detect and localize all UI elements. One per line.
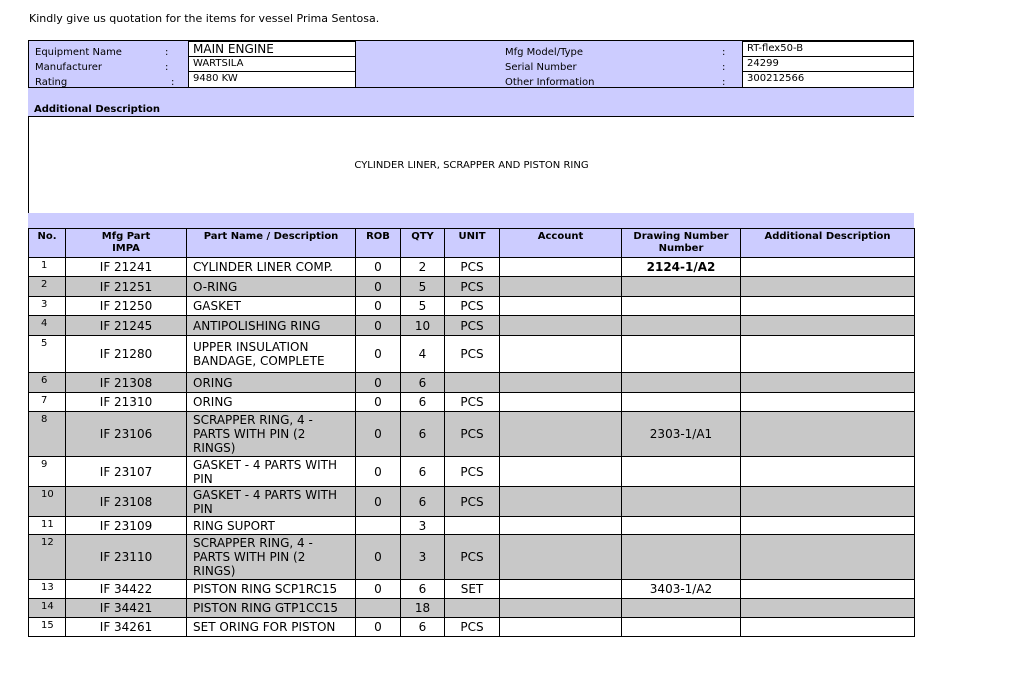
cell-mfg-part: IF 34421	[66, 599, 187, 618]
cell-rob: 0	[356, 412, 401, 457]
cell-qty: 5	[401, 277, 445, 297]
colon: :	[722, 77, 726, 88]
cell-qty: 6	[401, 618, 445, 637]
cell-part-name: SCRAPPER RING, 4 - PARTS WITH PIN (2 RINGS)	[187, 412, 356, 457]
col-part-name: Part Name / Description	[187, 229, 356, 258]
parts-table	[28, 228, 915, 637]
cell-qty: 2	[401, 258, 445, 277]
cell-rob: 0	[356, 457, 401, 487]
cell-part-name: CYLINDER LINER COMP.	[187, 258, 356, 277]
colon: :	[165, 62, 169, 73]
table-row	[29, 517, 915, 535]
cell-qty: 6	[401, 412, 445, 457]
cell-mfg-part: IF 21280	[66, 336, 187, 373]
cell-no: 11	[29, 517, 66, 535]
cell-qty: 3	[401, 535, 445, 580]
cell-drawing-number	[622, 618, 741, 637]
cell-drawing-number	[622, 393, 741, 412]
cell-part-name: GASKET - 4 PARTS WITH PIN	[187, 457, 356, 487]
cell-no: 2	[29, 277, 66, 297]
cell-qty: 6	[401, 580, 445, 599]
cell-part-name: SET ORING FOR PISTON	[187, 618, 356, 637]
cell-account	[500, 336, 622, 373]
cell-no: 7	[29, 393, 66, 412]
table-row	[29, 336, 915, 373]
table-row	[29, 412, 915, 457]
table-row	[29, 487, 915, 517]
cell-mfg-part: IF 34422	[66, 580, 187, 599]
intro-text: Kindly give us quotation for the items for vessel Prima Sentosa.	[29, 12, 380, 25]
cell-account	[500, 373, 622, 393]
cell-rob: 0	[356, 393, 401, 412]
cell-part-name: SCRAPPER RING, 4 - PARTS WITH PIN (2 RINGS)	[187, 535, 356, 580]
cell-mfg-part: IF 21250	[66, 297, 187, 316]
cell-additional-description	[741, 517, 915, 535]
cell-qty: 10	[401, 316, 445, 336]
cell-mfg-part: IF 21251	[66, 277, 187, 297]
cell-no: 4	[29, 316, 66, 336]
col-account: Account	[500, 229, 622, 258]
col-mfg-part	[66, 229, 187, 258]
col-drawing-line2: Number	[658, 243, 704, 254]
cell-additional-description	[741, 487, 915, 517]
cell-rob: 0	[356, 618, 401, 637]
cell-additional-description	[741, 277, 915, 297]
cell-mfg-part: IF 23107	[66, 457, 187, 487]
cell-additional-description	[741, 373, 915, 393]
col-unit: UNIT	[445, 229, 500, 258]
cell-unit: PCS	[445, 487, 500, 517]
additional-description-text: CYLINDER LINER, SCRAPPER AND PISTON RING	[354, 159, 589, 171]
col-drawing-line1: Drawing Number	[633, 231, 729, 242]
cell-mfg-part: IF 23106	[66, 412, 187, 457]
cell-no: 13	[29, 580, 66, 599]
cell-unit: PCS	[445, 297, 500, 316]
cell-mfg-part: IF 21308	[66, 373, 187, 393]
col-mfg-part-line2: IMPA	[112, 243, 140, 254]
cell-qty: 6	[401, 457, 445, 487]
cell-unit: PCS	[445, 457, 500, 487]
cell-rob	[356, 599, 401, 618]
cell-rob: 0	[356, 373, 401, 393]
cell-part-name: PISTON RING SCP1RC15	[187, 580, 356, 599]
cell-part-name: ANTIPOLISHING RING	[187, 316, 356, 336]
other-info-value: 300212566	[742, 71, 914, 88]
cell-unit: PCS	[445, 618, 500, 637]
serial-number-value: 24299	[742, 56, 914, 72]
cell-unit: PCS	[445, 393, 500, 412]
cell-rob	[356, 517, 401, 535]
equipment-name-value: MAIN ENGINE	[188, 41, 356, 57]
cell-part-name: PISTON RING GTP1CC15	[187, 599, 356, 618]
cell-unit: PCS	[445, 535, 500, 580]
additional-description-body	[28, 117, 914, 213]
cell-account	[500, 393, 622, 412]
cell-qty: 5	[401, 297, 445, 316]
additional-description-heading: Additional Description	[34, 104, 161, 115]
cell-no: 1	[29, 258, 66, 277]
cell-rob: 0	[356, 316, 401, 336]
cell-account	[500, 316, 622, 336]
cell-part-name: RING SUPORT	[187, 517, 356, 535]
cell-rob: 0	[356, 580, 401, 599]
cell-part-name: GASKET	[187, 297, 356, 316]
col-no: No.	[29, 229, 66, 258]
colon: :	[165, 47, 169, 58]
colon: :	[722, 47, 726, 58]
cell-additional-description	[741, 336, 915, 373]
cell-drawing-number	[622, 277, 741, 297]
rating-value: 9480 KW	[188, 71, 356, 88]
cell-unit: PCS	[445, 258, 500, 277]
cell-no: 10	[29, 487, 66, 517]
cell-additional-description	[741, 457, 915, 487]
cell-unit	[445, 599, 500, 618]
cell-qty: 3	[401, 517, 445, 535]
cell-additional-description	[741, 618, 915, 637]
cell-part-name: ORING	[187, 373, 356, 393]
cell-part-name: UPPER INSULATION BANDAGE, COMPLETE	[187, 336, 356, 373]
cell-mfg-part: IF 34261	[66, 618, 187, 637]
cell-part-name: O-RING	[187, 277, 356, 297]
table-row	[29, 258, 915, 277]
col-mfg-part-line1: Mfg Part	[101, 231, 151, 242]
cell-account	[500, 599, 622, 618]
cell-drawing-number: 2303-1/A1	[622, 412, 741, 457]
cell-qty: 6	[401, 487, 445, 517]
cell-rob: 0	[356, 487, 401, 517]
cell-unit: SET	[445, 580, 500, 599]
cell-mfg-part: IF 21245	[66, 316, 187, 336]
cell-rob: 0	[356, 336, 401, 373]
cell-unit: PCS	[445, 316, 500, 336]
table-header-row	[29, 229, 915, 258]
cell-no: 14	[29, 599, 66, 618]
table-row	[29, 297, 915, 316]
colon: :	[722, 62, 726, 73]
cell-additional-description	[741, 599, 915, 618]
cell-additional-description	[741, 316, 915, 336]
cell-unit: PCS	[445, 412, 500, 457]
cell-drawing-number	[622, 599, 741, 618]
cell-additional-description	[741, 535, 915, 580]
cell-drawing-number	[622, 373, 741, 393]
table-row	[29, 535, 915, 580]
cell-drawing-number	[622, 457, 741, 487]
mfg-model-label: Mfg Model/Type	[505, 47, 584, 58]
cell-qty: 6	[401, 393, 445, 412]
cell-additional-description	[741, 297, 915, 316]
cell-drawing-number	[622, 316, 741, 336]
cell-rob: 0	[356, 277, 401, 297]
cell-mfg-part: IF 23109	[66, 517, 187, 535]
table-row	[29, 457, 915, 487]
cell-qty: 18	[401, 599, 445, 618]
cell-unit: PCS	[445, 336, 500, 373]
cell-drawing-number: 3403-1/A2	[622, 580, 741, 599]
table-row	[29, 373, 915, 393]
cell-account	[500, 618, 622, 637]
cell-no: 5	[29, 336, 66, 373]
cell-part-name: ORING	[187, 393, 356, 412]
manufacturer-label: Manufacturer	[35, 62, 102, 73]
cell-rob: 0	[356, 535, 401, 580]
col-additional-description: Additional Description	[741, 229, 915, 258]
cell-mfg-part: IF 21310	[66, 393, 187, 412]
cell-no: 3	[29, 297, 66, 316]
cell-additional-description	[741, 580, 915, 599]
cell-unit: PCS	[445, 277, 500, 297]
cell-mfg-part: IF 23108	[66, 487, 187, 517]
cell-account	[500, 517, 622, 535]
table-row	[29, 618, 915, 637]
equipment-name-label: Equipment Name	[35, 47, 122, 58]
cell-account	[500, 277, 622, 297]
cell-rob: 0	[356, 258, 401, 277]
cell-account	[500, 535, 622, 580]
cell-mfg-part: IF 23110	[66, 535, 187, 580]
cell-no: 9	[29, 457, 66, 487]
manufacturer-value: WARTSILA	[188, 56, 356, 72]
cell-qty: 4	[401, 336, 445, 373]
col-rob: ROB	[356, 229, 401, 258]
cell-drawing-number	[622, 535, 741, 580]
cell-account	[500, 580, 622, 599]
cell-account	[500, 457, 622, 487]
cell-drawing-number: 2124-1/A2	[622, 258, 741, 277]
colon: :	[171, 77, 175, 88]
cell-mfg-part: IF 21241	[66, 258, 187, 277]
table-row	[29, 277, 915, 297]
cell-rob: 0	[356, 297, 401, 316]
cell-account	[500, 258, 622, 277]
cell-account	[500, 297, 622, 316]
table-row	[29, 316, 915, 336]
serial-number-label: Serial Number	[505, 62, 577, 73]
cell-no: 12	[29, 535, 66, 580]
cell-drawing-number	[622, 517, 741, 535]
cell-drawing-number	[622, 297, 741, 316]
table-row	[29, 393, 915, 412]
cell-account	[500, 487, 622, 517]
rating-label: Rating	[35, 77, 68, 88]
cell-additional-description	[741, 393, 915, 412]
cell-no: 15	[29, 618, 66, 637]
cell-account	[500, 412, 622, 457]
cell-unit	[445, 373, 500, 393]
mfg-model-value: RT-flex50-B	[742, 41, 914, 57]
table-row	[29, 580, 915, 599]
cell-no: 8	[29, 412, 66, 457]
cell-unit	[445, 517, 500, 535]
col-qty: QTY	[401, 229, 445, 258]
cell-part-name: GASKET - 4 PARTS WITH PIN	[187, 487, 356, 517]
cell-drawing-number	[622, 487, 741, 517]
cell-additional-description	[741, 412, 915, 457]
cell-additional-description	[741, 258, 915, 277]
cell-drawing-number	[622, 336, 741, 373]
additional-description-header	[28, 88, 914, 117]
other-info-label: Other Information	[505, 77, 595, 88]
equipment-block	[28, 40, 914, 88]
table-row	[29, 599, 915, 618]
section-spacer	[28, 213, 914, 228]
cell-qty: 6	[401, 373, 445, 393]
cell-no: 6	[29, 373, 66, 393]
col-drawing-number	[622, 229, 741, 258]
